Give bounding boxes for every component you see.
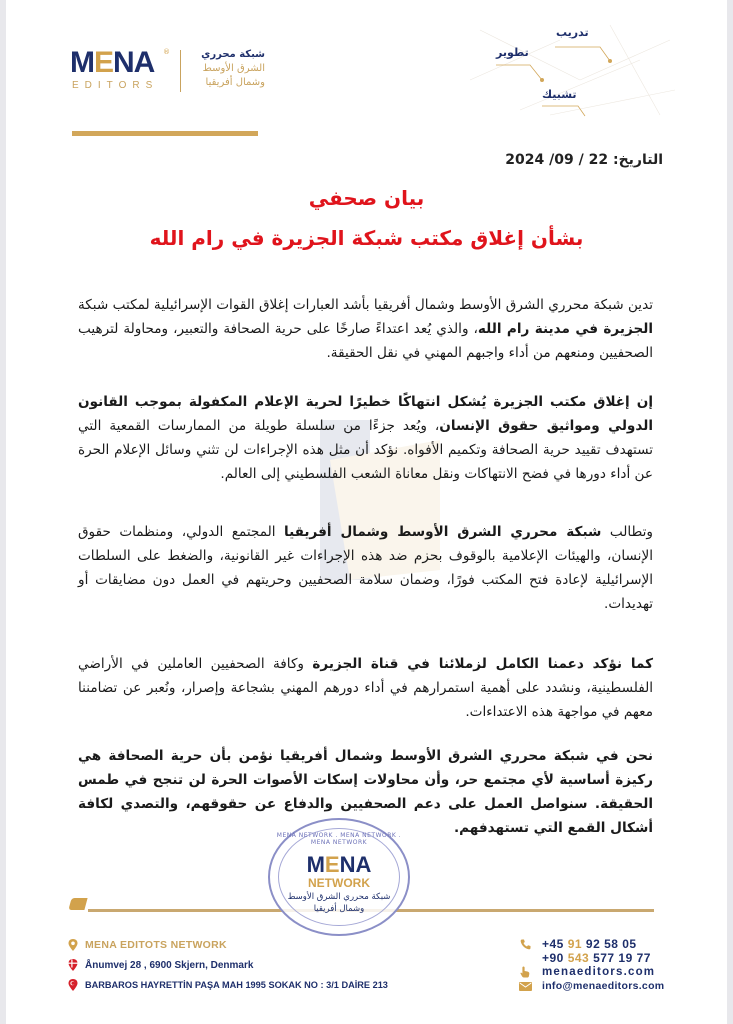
website-link[interactable]: menaeditors.com <box>542 966 656 978</box>
registered-mark: ® <box>163 48 170 56</box>
footer-hook-ornament <box>68 898 87 910</box>
stamp-arabic-line-1: شبكة محرري الشرق الأوسط <box>287 892 391 902</box>
paragraph-4 <box>78 652 653 724</box>
paragraph-4-text: وكافة الصحفيين العاملين في الأراضي الفلسطينية، ونشدد على أهمية استمرارهم في أداء دورهم المهني بشجاعة وإصرار، ونُعبر عن تضامننا معهم في مواجهة هذه الاعتداءات. <box>78 656 653 720</box>
paragraph-5-text: نحن في شبكة محرري الشرق الأوسط وشمال أفريقيا نؤمن بأن حرية الصحافة هي ركيزة أساسية لأي مجتمع حر، وأن محاولات إسكات الأصوات الحرة لن تنجح في طمس الحقيقة. سنواصل العمل على دعم الصحفيين والدفاع عن حقوقهم، والتصدي لكافة أشكال القمع التي تستهدفهم. <box>78 748 653 836</box>
email-row <box>518 979 698 993</box>
logo-divider <box>180 50 181 92</box>
denmark-address: Ånumvej 28 , 6900 Skjern, Denmark <box>85 959 254 971</box>
document-date: التاريخ: 22 / 09/ 2024 <box>505 152 663 168</box>
phone-icon <box>518 939 532 950</box>
paragraph-1-bold: الجزيرة في مدينة رام الله <box>477 321 654 337</box>
header-gold-rule <box>72 131 258 136</box>
paragraph-1-text: تدين شبكة محرري الشرق الأوسط وشمال أفريقيا بأشد العبارات إغلاق القوات الإسرائيلية لمكتب شبكة <box>78 297 653 313</box>
paragraph-1-text-end: ، والذي يُعد اعتداءً صارخًا على حرية الصحافة والتعبير، ومحاولة لترهيب الصحفيين ومنعهم من أداء واجبهم المهني في نقل الحقيقة. <box>78 321 653 361</box>
turkey-address-row <box>68 975 428 995</box>
denmark-flag-pin-icon <box>68 959 78 971</box>
phone-number-turkey[interactable]: +90 543 577 19 77 <box>542 951 651 965</box>
paragraph-2-bold: إن إغلاق مكتب الجزيرة يُشكل انتهاكًا خطيرًا لحرية الإعلام المكفولة بموجب القانون الدولي ومواثيق حقوق الإنسان <box>78 394 653 434</box>
document-title: بيان صحفي <box>308 186 425 210</box>
logo-arabic-line-1: شبكة محرري <box>201 49 265 60</box>
page-edge-right <box>727 0 733 1024</box>
turkey-address: BARBAROS HAYRETTİN PAŞA MAH 1995 SOKAK NO : 3/1 DAİRE 213 <box>85 980 388 990</box>
paragraph-3-bold: شبكة محرري الشرق الأوسط وشمال أفريقيا <box>284 524 602 540</box>
tagline-development: تطوير <box>496 46 529 59</box>
phone-row-2 <box>518 951 698 965</box>
paragraph-3-text: المجتمع الدولي، ومنظمات حقوق الإنسان، والهيئات الإعلامية بالوقوف بحزم ضد هذه الإجراءات غير القانونية، والضغط على السلطات الإسرائيلية لإعادة فتح المكتب فورًا، وضمان سلامة الصحفيين وحريتهم في العمل دون مضايقات أو تهديدات. <box>78 524 653 612</box>
phone-number-denmark[interactable]: +45 91 92 58 05 <box>542 937 637 951</box>
paragraph-2 <box>78 390 653 486</box>
mena-editors-logo <box>70 48 270 98</box>
paragraph-4-bold: كما نؤكد دعمنا الكامل لزملائنا في قناة الجزيرة <box>312 656 653 672</box>
tagline-networking: تشبيك <box>542 88 577 101</box>
document-subtitle: بشأن إغلاق مكتب شبكة الجزيرة في رام الله <box>149 226 584 250</box>
footer-addresses <box>68 935 428 995</box>
logo-subtitle: EDITORS <box>72 80 159 91</box>
location-pin-icon <box>68 939 78 951</box>
pointer-hand-icon <box>518 966 532 978</box>
phone-row-1 <box>518 937 698 951</box>
paragraph-2-text: ، ويُعد جزءًا من سلسلة طويلة من الممارسات القمعية التي تستهدف تقييد حرية الصحافة وتكميم الأفواه. نؤكد أن مثل هذه الإجراءات لن تثني وسائل الإعلام الحرة عن أداء دورها في فضح الانتهاكات ونقل معاناة الشعب الفلسطيني إلى العالم. <box>78 418 653 482</box>
stamp-network: NETWORK <box>308 876 370 890</box>
stamp-arabic-line-2: وشمال أفريقيا <box>313 904 365 914</box>
logo-arabic-line-2: الشرق الأوسط <box>202 63 265 74</box>
tagline-training: تدريب <box>556 26 589 39</box>
mena-network-stamp <box>268 818 410 936</box>
email-link[interactable]: info@menaeditors.com <box>542 980 665 992</box>
taglines-graphic <box>460 20 680 120</box>
website-row <box>518 965 698 979</box>
paragraph-1 <box>78 293 653 365</box>
logo-brand: MENA <box>70 46 155 79</box>
footer-contacts <box>518 937 698 993</box>
stamp-brand: MENA <box>306 852 372 877</box>
logo-arabic <box>185 48 265 90</box>
logo-arabic-line-3: وشمال أفريقيا <box>205 77 265 88</box>
page-edge-left <box>0 0 6 1024</box>
org-name-row <box>68 935 428 955</box>
denmark-address-row <box>68 955 428 975</box>
paragraph-3 <box>78 520 653 616</box>
turkey-flag-pin-icon <box>68 979 78 991</box>
envelope-icon <box>518 982 532 991</box>
paragraph-3-text-start: وتطالب <box>601 524 653 540</box>
stamp-ring-text: MENA NETWORK . MENA NETWORK . MENA NETWORK <box>276 832 402 846</box>
org-name: MENA EDITOTS NETWORK <box>85 939 227 951</box>
